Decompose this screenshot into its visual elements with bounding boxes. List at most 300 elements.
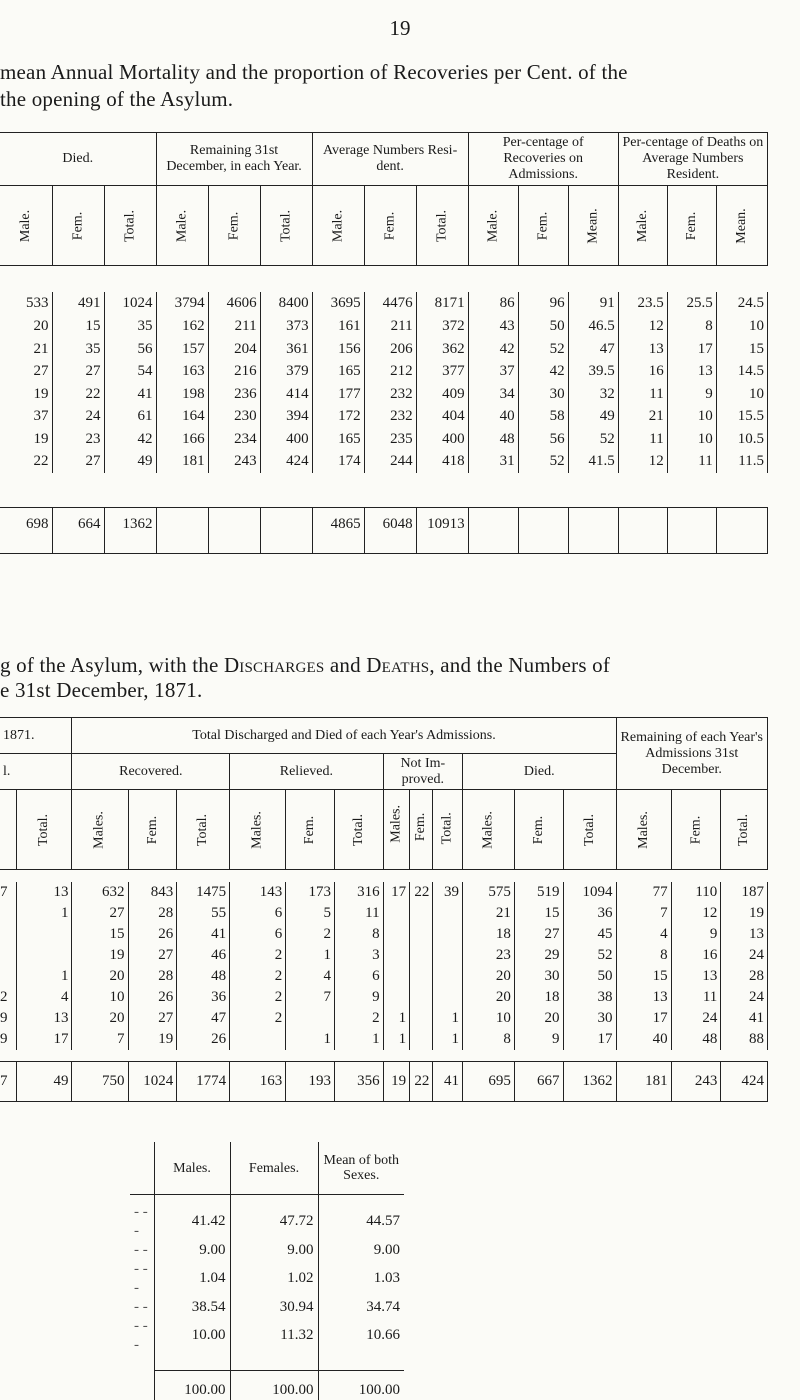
table-cell: 49 (104, 451, 156, 474)
table-cell: 10.00 (154, 1317, 230, 1355)
table-cell: 32 (568, 383, 618, 406)
table-cell (568, 507, 618, 553)
table-cell: 166 (156, 428, 208, 451)
dash-leader: - - - (130, 1203, 154, 1241)
table-cell: 3 (334, 945, 383, 966)
table-cell: 181 (156, 451, 208, 474)
table-cell: 14.5 (716, 361, 767, 384)
table-cell: 695 (462, 1062, 514, 1102)
table-cell: 232 (364, 383, 416, 406)
dash-leader: - - - (130, 1317, 154, 1355)
total-row (0, 1062, 768, 1102)
table-cell: 13 (618, 338, 667, 361)
table-cell: 36 (563, 903, 616, 924)
table-cell: 1.03 (318, 1260, 404, 1298)
table-cell: 174 (312, 451, 364, 474)
table-cell: 379 (260, 361, 312, 384)
table-cell: 1362 (563, 1062, 616, 1102)
table-cell: 15 (52, 316, 104, 339)
table-cell: 316 (334, 882, 383, 903)
t1-subheader: Mean. (716, 186, 767, 266)
table-cell: 12 (618, 451, 667, 474)
table-cell: 193 (286, 1062, 335, 1102)
table-cell: 31 (468, 451, 518, 474)
table-cell: 177 (312, 383, 364, 406)
table-cell: 15 (716, 338, 767, 361)
table-cell: 187 (721, 882, 768, 903)
table-cell (433, 987, 463, 1008)
table-cell: 8 (462, 1029, 514, 1050)
table-cell: 1774 (177, 1062, 230, 1102)
t2-subheader: Fem. (410, 790, 433, 870)
group-pct-recoveries: Per-centage of Recoveries on Admissions. (468, 133, 618, 186)
table-cell: 41 (721, 1008, 768, 1029)
t1-subheader: Male. (468, 186, 518, 266)
table-cell: 20 (72, 966, 128, 987)
table-row (0, 1008, 768, 1029)
table-cell: 4 (286, 966, 335, 987)
table-cell: 575 (462, 882, 514, 903)
table-cell: 17 (563, 1029, 616, 1050)
table-cell: 8 (616, 945, 671, 966)
table-cell: 37 (0, 406, 52, 429)
table-cell: 48 (671, 1029, 721, 1050)
table-cell: 361 (260, 338, 312, 361)
table-cell: 211 (208, 316, 260, 339)
table-cell: 8400 (260, 292, 312, 316)
table-cell: 216 (208, 361, 260, 384)
table-cell: 24 (671, 1008, 721, 1029)
table-cell: 56 (518, 428, 568, 451)
t1-subheader: Total. (416, 186, 468, 266)
table-cell: 2 (230, 966, 286, 987)
table-cell: 232 (364, 406, 416, 429)
table-cell (17, 924, 72, 945)
table-cell: 404 (416, 406, 468, 429)
table-cell: 47.72 (230, 1203, 318, 1241)
table-cell: 667 (514, 1062, 563, 1102)
table-cell: 2 (286, 924, 335, 945)
table-cell: 394 (260, 406, 312, 429)
table-cell: 10 (462, 1008, 514, 1029)
table-cell: 39 (433, 882, 463, 903)
table-cell: 13 (17, 882, 72, 903)
table-cell: 172 (312, 406, 364, 429)
table-cell: 42 (518, 361, 568, 384)
table-cell: 236 (208, 383, 260, 406)
heading-2-line-1: g of the Asylum, with the Discharges and Deaths, and the Numbers of (0, 652, 610, 678)
table-cell: 21 (0, 338, 52, 361)
table-cell: 424 (260, 451, 312, 474)
header-males: Males. (154, 1142, 230, 1195)
table-cell: 20 (462, 966, 514, 987)
table-cell: 50 (518, 316, 568, 339)
table-cell: 45 (563, 924, 616, 945)
table-cell: 230 (208, 406, 260, 429)
table-cell: 10913 (416, 507, 468, 553)
table-cell: 100.00 (318, 1371, 404, 1400)
table-cell: 27 (128, 1008, 177, 1029)
t2-subheader: Males. (72, 790, 128, 870)
group-remaining: Remaining 31st December, in each Year. (156, 133, 312, 186)
table-cell: 8 (667, 316, 716, 339)
edge-cell: 2 (0, 987, 17, 1008)
table-cell (410, 924, 433, 945)
table-cell: 24.5 (716, 292, 767, 316)
table-cell: 1 (286, 945, 335, 966)
table-cell: 28 (721, 966, 768, 987)
table-row (0, 903, 768, 924)
table-cell: 110 (671, 882, 721, 903)
table-row (130, 1317, 404, 1355)
table-cell: 30.94 (230, 1298, 318, 1317)
table-cell (383, 903, 409, 924)
table-cell: 21 (462, 903, 514, 924)
table-cell: 47 (177, 1008, 230, 1029)
table-cell (383, 924, 409, 945)
table-cell: 157 (156, 338, 208, 361)
table-cell: 18 (462, 924, 514, 945)
dash-leader: - - (130, 1298, 154, 1317)
table-cell (518, 507, 568, 553)
table-cell: 15 (72, 924, 128, 945)
table-cell: 19 (128, 1029, 177, 1050)
table-cell: 30 (518, 383, 568, 406)
table-cell: 244 (364, 451, 416, 474)
t1-subheader: Fem. (667, 186, 716, 266)
t2-subheader: Fem. (286, 790, 335, 870)
table-cell: 26 (128, 924, 177, 945)
t2-subheader: Total. (433, 790, 463, 870)
table-cell: 10.66 (318, 1317, 404, 1355)
table-cell: 28 (128, 903, 177, 924)
table-cell: 4 (17, 987, 72, 1008)
table-cell (667, 507, 716, 553)
table-cell: 10 (667, 428, 716, 451)
table-cell (410, 945, 433, 966)
table-cell: 24 (721, 945, 768, 966)
table-cell: 400 (416, 428, 468, 451)
header-mean-both: Mean of both Sexes. (318, 1142, 404, 1195)
t1-subheader: Male. (0, 186, 52, 266)
t1-subheader: Male. (156, 186, 208, 266)
table-cell: 519 (514, 882, 563, 903)
table-cell: 40 (468, 406, 518, 429)
table-cell: 1.02 (230, 1260, 318, 1298)
table-cell: 6048 (364, 507, 416, 553)
t1-subheader: Male. (618, 186, 667, 266)
table-row (0, 383, 768, 406)
table-cell: 632 (72, 882, 128, 903)
table-cell (383, 966, 409, 987)
table-cell: 20 (514, 1008, 563, 1029)
table-row (130, 1260, 404, 1298)
table-cell: 26 (128, 987, 177, 1008)
table-cell: 9 (671, 924, 721, 945)
t2-subheader: Males. (383, 790, 409, 870)
table-cell: 9.00 (154, 1241, 230, 1260)
table-cell: 1 (433, 1008, 463, 1029)
table-cell: 206 (364, 338, 416, 361)
edge-cell: 7 (0, 882, 17, 903)
table-cell: 35 (104, 316, 156, 339)
table-cell: 100.00 (230, 1371, 318, 1400)
table-cell: 212 (364, 361, 416, 384)
table-cell: 24 (52, 406, 104, 429)
table-cell: 11 (618, 383, 667, 406)
t2-subheader: Fem. (671, 790, 721, 870)
table-cell: 52 (518, 451, 568, 474)
group-average-resident: Average Numbers Resi- dent. (312, 133, 468, 186)
table-cell: 43 (468, 316, 518, 339)
table-cell: 47 (568, 338, 618, 361)
table2-main-title: Total Discharged and Died of each Year's Admissions. (72, 718, 616, 754)
year-label: 1871. (0, 718, 72, 754)
table-row (0, 924, 768, 945)
table-cell: 1475 (177, 882, 230, 903)
table-cell: 2 (230, 945, 286, 966)
table-cell: 27 (128, 945, 177, 966)
table-cell: 52 (518, 338, 568, 361)
t1-subheader: Total. (260, 186, 312, 266)
table-cell: 27 (52, 361, 104, 384)
t1-subheader: Mean. (568, 186, 618, 266)
table-cell: 27 (0, 361, 52, 384)
t2-subheader: Total. (334, 790, 383, 870)
table-cell: 88 (721, 1029, 768, 1050)
table-cell: 6 (334, 966, 383, 987)
table-cell: 1362 (104, 507, 156, 553)
heading-1-line-2: the opening of the Asylum. (0, 86, 233, 112)
table-cell: 156 (312, 338, 364, 361)
t1-subheader: Fem. (518, 186, 568, 266)
group-relieved: Relieved. (230, 754, 383, 790)
table-row (0, 361, 768, 384)
table-cell: 13 (721, 924, 768, 945)
table-cell: 21 (618, 406, 667, 429)
table-cell: 204 (208, 338, 260, 361)
table-cell: 61 (104, 406, 156, 429)
table-cell: 15 (616, 966, 671, 987)
table-cell: 41 (104, 383, 156, 406)
table-cell: 38.54 (154, 1298, 230, 1317)
table-cell: 12 (618, 316, 667, 339)
table-cell: 49 (17, 1062, 72, 1102)
table-cell: 533 (0, 292, 52, 316)
table-cell: 164 (156, 406, 208, 429)
table-cell: 58 (518, 406, 568, 429)
table-cell: 234 (208, 428, 260, 451)
edge-cell: 9 (0, 1029, 17, 1050)
edge-cell (0, 945, 17, 966)
table-cell: 19 (0, 383, 52, 406)
table-cell: 7 (72, 1029, 128, 1050)
table-cell: 1 (17, 903, 72, 924)
edge-cell: 9 (0, 1008, 17, 1029)
table-cell: 41 (177, 924, 230, 945)
t2-subheader: Total. (563, 790, 616, 870)
table-cell: 3794 (156, 292, 208, 316)
t2-subheader: Fem. (128, 790, 177, 870)
group-pct-deaths: Per-centage of Deaths on Average Numbers Resident. (618, 133, 767, 186)
table-cell: 23 (462, 945, 514, 966)
table-cell: 41 (433, 1062, 463, 1102)
table-cell (156, 507, 208, 553)
heading-1-line-1: mean Annual Mortality and the proportion of Recoveries per Cent. of the (0, 59, 628, 85)
table-cell: 698 (0, 507, 52, 553)
table-cell: 6 (230, 903, 286, 924)
edge-cell (0, 924, 17, 945)
table-cell: 10 (667, 406, 716, 429)
table-cell: 22 (52, 383, 104, 406)
table-cell: 20 (72, 1008, 128, 1029)
table-cell: 19 (383, 1062, 409, 1102)
table-cell: 165 (312, 361, 364, 384)
table-cell: 13 (616, 987, 671, 1008)
table-cell: 3695 (312, 292, 364, 316)
table-cell: 1 (334, 1029, 383, 1050)
table-cell: 173 (286, 882, 335, 903)
table-row (0, 882, 768, 903)
table-cell (618, 507, 667, 553)
t2-subheader: Males. (230, 790, 286, 870)
table-cell: 1 (383, 1008, 409, 1029)
table-cell (433, 945, 463, 966)
table-cell: 11 (334, 903, 383, 924)
table-cell: 1024 (128, 1062, 177, 1102)
table-cell: 235 (364, 428, 416, 451)
table-row (0, 338, 768, 361)
table-cell: 10 (72, 987, 128, 1008)
table-cell: 16 (618, 361, 667, 384)
dash-leader: - - - (130, 1260, 154, 1298)
total-row (130, 1371, 404, 1400)
table-cell: 46 (177, 945, 230, 966)
table-cell (383, 987, 409, 1008)
t2-subheader: Total. (17, 790, 72, 870)
table-cell (230, 1029, 286, 1050)
table-row (130, 1298, 404, 1317)
table-cell: 17 (616, 1008, 671, 1029)
table-cell: 1 (17, 966, 72, 987)
t2-subheader: Males. (616, 790, 671, 870)
table-cell: 49 (568, 406, 618, 429)
left-edge-cell (0, 790, 17, 870)
table-cell (716, 507, 767, 553)
table-cell: 38 (563, 987, 616, 1008)
table-cell: 2 (230, 1008, 286, 1029)
group-recovered: Recovered. (72, 754, 230, 790)
table-cell: 414 (260, 383, 312, 406)
table-cell: 161 (312, 316, 364, 339)
table-cell: 27 (72, 903, 128, 924)
table-cell: 52 (563, 945, 616, 966)
table-cell: 9.00 (230, 1241, 318, 1260)
table-cell (433, 966, 463, 987)
table-cell: 1 (286, 1029, 335, 1050)
dash-leader: - - (130, 1241, 154, 1260)
table-cell: 11.5 (716, 451, 767, 474)
summary-percentage-table (130, 1142, 404, 1400)
table-cell: 55 (177, 903, 230, 924)
table-cell: 10 (716, 383, 767, 406)
table-cell: 491 (52, 292, 104, 316)
table-row (0, 966, 768, 987)
table-cell: 39.5 (568, 361, 618, 384)
table-cell: 11.32 (230, 1317, 318, 1355)
table-cell: 91 (568, 292, 618, 316)
table-cell: 11 (667, 451, 716, 474)
table-cell: 96 (518, 292, 568, 316)
table-cell: 7 (616, 903, 671, 924)
table-cell: 86 (468, 292, 518, 316)
table-cell: 409 (416, 383, 468, 406)
table-cell: 6 (230, 924, 286, 945)
table-cell: 13 (667, 361, 716, 384)
table-cell: 19 (0, 428, 52, 451)
table-cell: 34 (468, 383, 518, 406)
table-cell: 1094 (563, 882, 616, 903)
table-row (0, 292, 768, 316)
table-row (0, 406, 768, 429)
edge-cell: 7 (0, 1062, 17, 1102)
table-row (0, 316, 768, 339)
table-cell (410, 1029, 433, 1050)
table-cell: 10.5 (716, 428, 767, 451)
group-died: Died. (0, 133, 156, 186)
table-cell: 41.42 (154, 1203, 230, 1241)
table-cell (410, 1008, 433, 1029)
t1-subheader: Fem. (208, 186, 260, 266)
table-cell: 20 (462, 987, 514, 1008)
table-cell: 17 (17, 1029, 72, 1050)
table-row (0, 428, 768, 451)
group-remaining-each-year: Remaining of each Year's Admissions 31st December. (616, 718, 767, 790)
table-cell: 16 (671, 945, 721, 966)
table-cell: 77 (616, 882, 671, 903)
table-cell: 37 (468, 361, 518, 384)
table-cell: 26 (177, 1029, 230, 1050)
table-cell (208, 507, 260, 553)
table-cell: 4476 (364, 292, 416, 316)
table-cell: 7 (286, 987, 335, 1008)
table-row (0, 987, 768, 1008)
discharges-table (0, 717, 768, 1102)
table-cell: 4865 (312, 507, 364, 553)
table-cell: 362 (416, 338, 468, 361)
table-cell (433, 924, 463, 945)
table-cell: 165 (312, 428, 364, 451)
table-cell: 2 (334, 1008, 383, 1029)
table-cell: 22 (410, 882, 433, 903)
table-cell: 4 (616, 924, 671, 945)
table-cell: 243 (671, 1062, 721, 1102)
table-cell: 400 (260, 428, 312, 451)
total-row (0, 507, 768, 553)
table-cell: 12 (671, 903, 721, 924)
table-row (0, 1029, 768, 1050)
table-cell: 56 (104, 338, 156, 361)
table-cell (410, 903, 433, 924)
left-edge-label: l. (0, 754, 72, 790)
table-cell: 30 (563, 1008, 616, 1029)
table-cell: 54 (104, 361, 156, 384)
table-cell: 35 (52, 338, 104, 361)
t1-subheader: Male. (312, 186, 364, 266)
table-cell: 22 (410, 1062, 433, 1102)
table-cell: 48 (468, 428, 518, 451)
table-cell: 5 (286, 903, 335, 924)
